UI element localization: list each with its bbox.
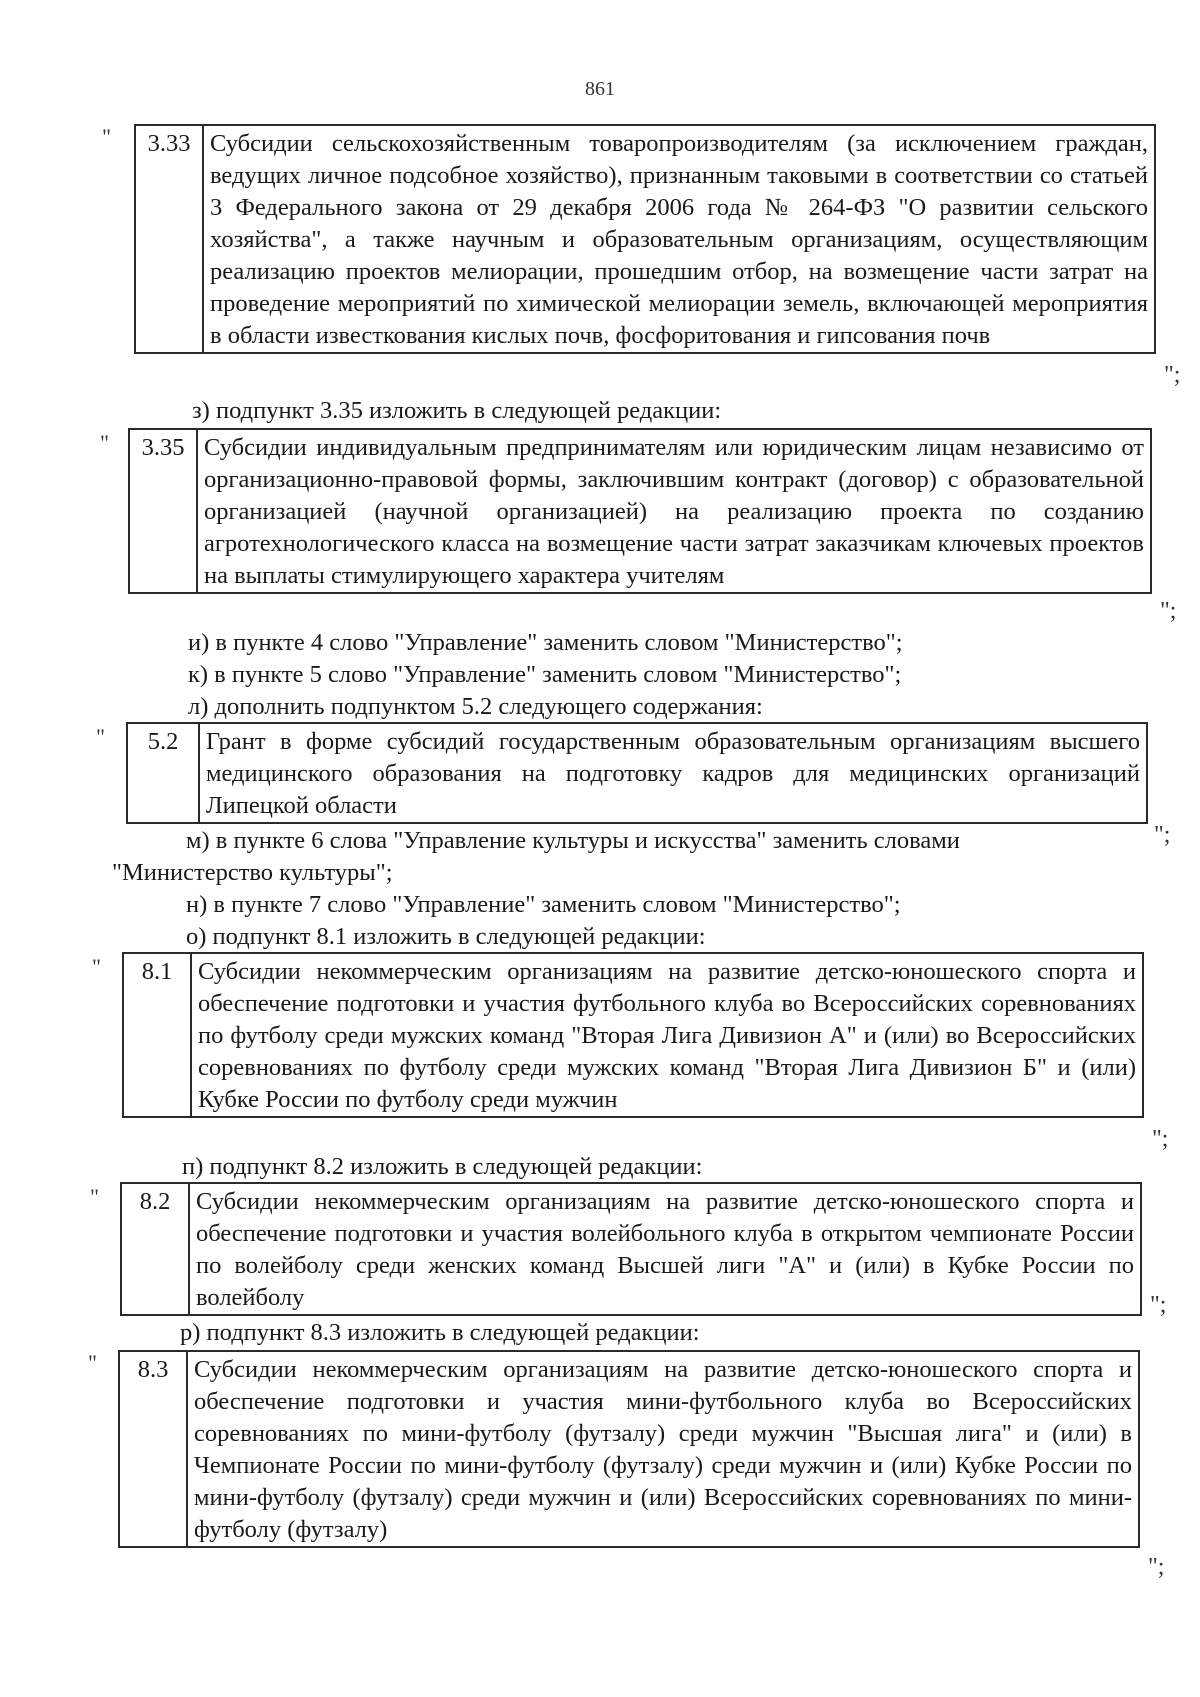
instruction-n: н) в пункте 7 слово "Управление" заменить словом "Министерство"; [186,891,901,918]
opening-quote: " [88,1350,97,1375]
item-block-3-35 [128,428,1152,594]
instruction-r: р) подпункт 8.3 изложить в следующей редакции: [180,1319,700,1346]
item-block-5-2 [126,722,1148,824]
closing-quote: "; [1152,1126,1169,1152]
item-text: Субсидии некоммерческим организациям на развитие детско-юношеского спорта и обеспечение подготовки и участия мини-футбольного клуба во Всероссийских соревнованиях по мини-футболу (футзалу) среди мужчин "Высшая лига" и (или) в Чемпионате России по мини-футболу (футзалу) среди мужчин и (или) Кубке России по мини-футболу (футзалу) среди мужчин и (или) Всероссийских соревнованиях по мини-футболу (футзалу) [187,1351,1139,1547]
page-number: 861 [585,78,615,100]
item-table [122,952,1144,1118]
item-text: Субсидии сельскохозяйственным товаропроизводителям (за исключением граждан, ведущих личное подсобное хозяйство), признанным таковыми в соответствии со статьей 3 Федерального закона от 29 декабря 2006 года № 264-ФЗ "О развитии сельского хозяйства", а также научным и образовательным организациям, осуществляющим реализацию проектов мелиорации, прошедшим отбор, на возмещение части затрат на проведение мероприятий по химической мелиорации земель, включающей мероприятия в области известкования кислых почв, фосфоритования и гипсования почв [203,125,1155,353]
opening-quote: " [92,954,101,979]
item-text: Грант в форме субсидий государственным образовательным организациям высшего медицинского образования на подготовку кадров для медицинских организаций Липецкой области [199,723,1147,823]
instruction-m-continued: "Министерство культуры"; [112,859,393,886]
item-block-8-1 [122,952,1144,1118]
instruction-z: з) подпункт 3.35 изложить в следующей редакции: [192,397,722,424]
opening-quote: " [96,724,105,749]
item-block-3-33 [134,124,1156,354]
instruction-k: к) в пункте 5 слово "Управление" заменить словом "Министерство"; [188,661,902,688]
item-table [128,428,1152,594]
instruction-i: и) в пункте 4 слово "Управление" заменить словом "Министерство"; [188,629,903,656]
item-block-8-3 [118,1350,1140,1548]
item-text: Субсидии индивидуальным предпринимателям или юридическим лицам независимо от организационно-правовой формы, заключившим контракт (договор) с образовательной организацией (научной организацией) на реализацию проекта по созданию агротехнологического класса на возмещение части затрат заказчикам ключевых проектов на выплаты стимулирующего характера учителям [197,429,1151,593]
opening-quote: " [102,124,111,149]
item-number: 8.2 [121,1183,189,1315]
item-table [126,722,1148,824]
closing-quote: "; [1164,362,1181,388]
item-table [134,124,1156,354]
closing-quote: "; [1150,1292,1167,1318]
item-number: 3.33 [135,125,203,353]
instruction-p: п) подпункт 8.2 изложить в следующей редакции: [182,1153,703,1180]
item-block-8-2 [120,1182,1142,1316]
item-number: 8.1 [123,953,191,1117]
item-text: Субсидии некоммерческим организациям на развитие детско-юношеского спорта и обеспечение подготовки и участия футбольного клуба во Всероссийских соревнованиях по футболу среди мужских команд "Вторая Лига Дивизион А" и (или) во Всероссийских соревнованиях по футболу среди мужских команд "Вторая Лига Дивизион Б" и (или) Кубке России по футболу среди мужчин [191,953,1143,1117]
instruction-o: о) подпункт 8.1 изложить в следующей редакции: [186,923,706,950]
closing-quote: "; [1160,598,1177,624]
item-number: 3.35 [129,429,197,593]
item-number: 8.3 [119,1351,187,1547]
closing-quote: "; [1148,1554,1165,1580]
item-table [118,1350,1140,1548]
item-table [120,1182,1142,1316]
item-number: 5.2 [127,723,199,823]
closing-quote: "; [1154,822,1171,848]
instruction-m: м) в пункте 6 слова "Управление культуры и искусства" заменить словами [186,827,960,854]
instruction-l: л) дополнить подпунктом 5.2 следующего содержания: [188,693,763,720]
opening-quote: " [100,430,109,455]
item-text: Субсидии некоммерческим организациям на развитие детско-юношеского спорта и обеспечение подготовки и участия волейбольного клуба в открытом чемпионате России по волейболу среди женских команд Высшей лиги "А" и (или) в Кубке России по волейболу [189,1183,1141,1315]
opening-quote: " [90,1184,99,1209]
